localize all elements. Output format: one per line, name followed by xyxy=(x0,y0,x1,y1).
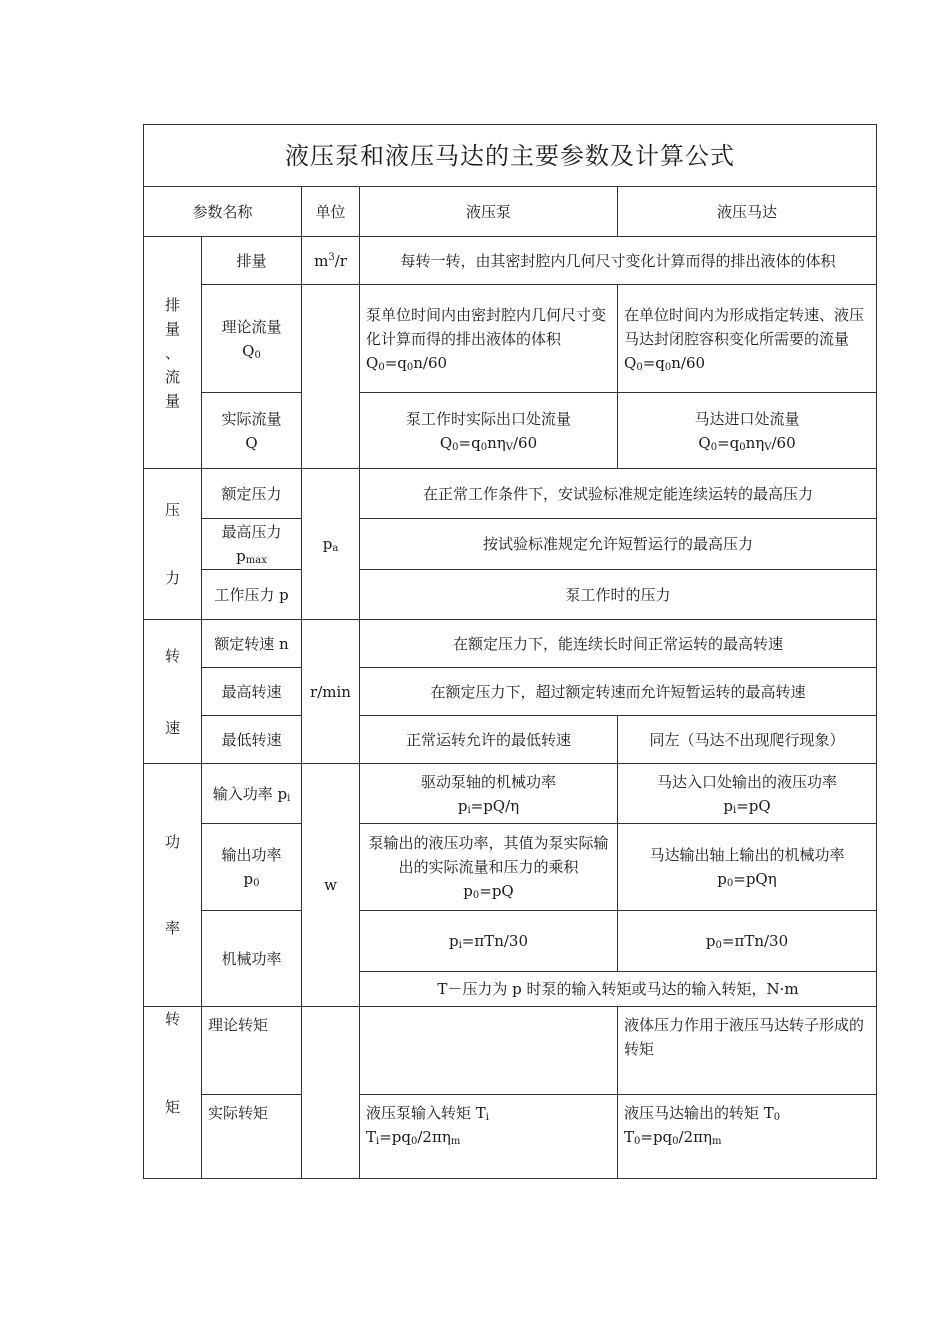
table-row xyxy=(144,393,877,469)
table-row xyxy=(144,469,877,519)
pump-actual-flow-formula: $Q_0=q_0n\eta_V/60$ xyxy=(439,433,538,453)
header-param-name: 参数名称 xyxy=(144,187,302,237)
unit-torque-empty xyxy=(302,1007,360,1179)
param-input-power: 输入功率 $p_i$ xyxy=(202,764,302,824)
unit-speed: r/min xyxy=(302,620,360,764)
table-row xyxy=(144,285,877,393)
table-row xyxy=(144,764,877,824)
param-theoretical-flow: 理论流量 $Q_0$ xyxy=(202,285,302,393)
group-char: 矩 xyxy=(164,1098,180,1116)
parameter-table xyxy=(143,124,877,1179)
torque-note: T－压力为 p 时泵的输入转矩或马达的输入转矩，N·m xyxy=(360,972,877,1007)
group-char: 转 xyxy=(164,646,180,665)
param-max-speed: 最高转速 xyxy=(202,668,302,716)
pump-min-speed: 正常运转允许的最低转速 xyxy=(360,716,618,764)
pump-actual-torque: 液压泵输入转矩 $T_i$ $T_i=pq_0/2\pi\eta_m$ xyxy=(360,1095,618,1179)
motor-theoretical-torque: 液体压力作用于液压马达转子形成的转矩 xyxy=(618,1007,877,1095)
group-label-torque xyxy=(144,1007,202,1179)
header-row xyxy=(144,187,877,237)
table-row xyxy=(144,824,877,911)
motor-actual-flow-formula: $Q_0=q_0n\eta_V/60$ xyxy=(698,433,796,453)
group-char: 转 xyxy=(164,1010,180,1028)
table-row xyxy=(144,237,877,285)
param-actual-torque: 实际转矩 xyxy=(202,1095,302,1179)
desc-rated-pressure: 在正常工作条件下，安试验标准规定能连续运转的最高压力 xyxy=(360,469,877,519)
group-char: 速 xyxy=(164,718,180,737)
motor-theoretical-flow-formula: $Q_0=q_0n/60$ xyxy=(624,353,706,373)
desc-displacement: 每转一转，由其密封腔内几何尺寸变化计算而得的排出液体的体积 xyxy=(360,237,877,285)
group-char: 力 xyxy=(164,569,180,587)
unit-pressure: $p_a$ xyxy=(302,469,360,620)
pump-output-power-formula: $p_0=pQ$ xyxy=(463,882,514,901)
group-char: 流 xyxy=(164,367,180,386)
table-title: 液压泵和液压马达的主要参数及计算公式 xyxy=(144,125,877,187)
table-row xyxy=(144,716,877,764)
motor-theoretical-flow: 在单位时间内为形成指定转速、液压马达封闭腔容积变化所需要的流量 $Q_0=q_0n/60$ xyxy=(618,285,877,393)
group-char: 功 xyxy=(164,833,180,851)
group-label-pressure xyxy=(144,469,202,620)
desc-rated-speed: 在额定压力下，能连续长时间正常运转的最高转速 xyxy=(360,620,877,668)
motor-actual-flow: 马达进口处流量 $Q_0=q_0n\eta_V/60$ xyxy=(618,393,877,469)
unit-displacement: $m^3/r$ xyxy=(302,237,360,285)
param-mechanical-power: 机械功率 xyxy=(202,911,302,1007)
motor-mechanical-power-formula: $p_0=\pi Tn/30$ xyxy=(618,911,877,972)
table-row xyxy=(144,1007,877,1095)
group-label-power xyxy=(144,764,202,1007)
group-char: 排 xyxy=(164,295,180,314)
param-theoretical-torque: 理论转矩 xyxy=(202,1007,302,1095)
table-row xyxy=(144,668,877,716)
pump-actual-flow: 泵工作时实际出口处流量 $Q_0=q_0n\eta_V/60$ xyxy=(360,393,618,469)
pump-theoretical-flow-formula: $Q_0=q_0n/60$ xyxy=(366,353,448,373)
group-char: 量 xyxy=(164,319,180,338)
pump-theoretical-torque xyxy=(360,1007,618,1095)
pump-actual-torque-formula: $T_i=pq_0/2\pi\eta_m$ xyxy=(366,1128,461,1147)
table-row xyxy=(144,620,877,668)
group-char: 、 xyxy=(164,343,180,362)
pump-input-power-formula: $p_i=pQ/\eta$ xyxy=(457,796,520,816)
group-char: 率 xyxy=(164,919,180,937)
param-rated-pressure: 额定压力 xyxy=(202,469,302,519)
param-actual-flow: 实际流量 Q xyxy=(202,393,302,469)
motor-actual-torque: 液压马达输出的转矩 $T_0$ $T_0=pq_0/2\pi\eta_m$ xyxy=(618,1095,877,1179)
motor-min-speed: 同左（马达不出现爬行现象） xyxy=(618,716,877,764)
motor-output-power-formula: $p_0=pQ\eta$ xyxy=(717,870,777,889)
table-row xyxy=(144,570,877,620)
param-max-pressure: 最高压力 $p_{max}$ xyxy=(202,519,302,570)
unit-flow-empty xyxy=(302,285,360,469)
header-pump: 液压泵 xyxy=(360,187,618,237)
pump-mechanical-power-formula: $p_i=\pi Tn/30$ xyxy=(360,911,618,972)
pump-theoretical-flow: 泵单位时间内由密封腔内几何尺寸变化计算而得的排出液体的体积 $Q_0=q_0n/60$ xyxy=(360,285,618,393)
table-row xyxy=(144,911,877,972)
param-rated-speed: 额定转速 n xyxy=(202,620,302,668)
table-row xyxy=(144,1095,877,1179)
unit-power: w xyxy=(302,764,360,1007)
parameter-document xyxy=(143,124,877,1179)
group-char: 压 xyxy=(164,501,180,519)
param-min-speed: 最低转速 xyxy=(202,716,302,764)
param-output-power: 输出功率 $p_0$ xyxy=(202,824,302,911)
table-row xyxy=(144,519,877,570)
group-char: 量 xyxy=(164,391,180,410)
group-label-speed xyxy=(144,620,202,764)
param-working-pressure: 工作压力 p xyxy=(202,570,302,620)
group-label-displacement-flow xyxy=(144,237,202,469)
pump-output-power: 泵输出的液压功率，其值为泵实际输出的实际流量和压力的乘积 $p_0=pQ$ xyxy=(360,824,618,911)
motor-actual-torque-formula: $T_0=pq_0/2\pi\eta_m$ xyxy=(624,1128,722,1147)
motor-input-power-formula: $p_i=pQ$ xyxy=(723,796,771,816)
motor-output-power: 马达输出轴上输出的机械功率 $p_0=pQ\eta$ xyxy=(618,824,877,911)
header-motor: 液压马达 xyxy=(618,187,877,237)
param-displacement: 排量 xyxy=(202,237,302,285)
title-row xyxy=(144,125,877,187)
pump-input-power: 驱动泵轴的机械功率 $p_i=pQ/\eta$ xyxy=(360,764,618,824)
motor-input-power: 马达入口处输出的液压功率 $p_i=pQ$ xyxy=(618,764,877,824)
desc-working-pressure: 泵工作时的压力 xyxy=(360,570,877,620)
desc-max-pressure: 按试验标准规定允许短暂运行的最高压力 xyxy=(360,519,877,570)
desc-max-speed: 在额定压力下，超过额定转速而允许短暂运转的最高转速 xyxy=(360,668,877,716)
header-unit: 单位 xyxy=(302,187,360,237)
